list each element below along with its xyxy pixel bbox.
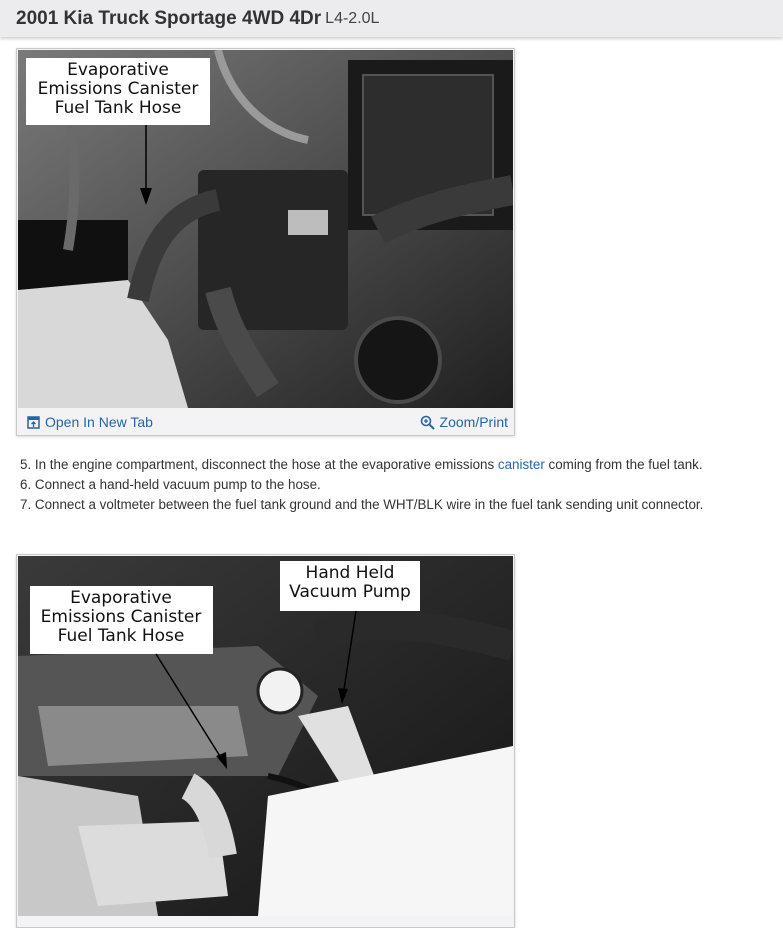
engine-label: L4-2.0L — [325, 9, 380, 27]
step-text: Connect a hand-held vacuum pump to the hose. — [34, 477, 321, 492]
callout-hose-line-1: Evaporative — [70, 588, 172, 608]
figure-toolbar — [17, 409, 514, 435]
open-new-tab-icon — [27, 416, 40, 429]
page-header — [0, 0, 783, 37]
open-in-new-tab-label: Open In New Tab — [45, 414, 153, 430]
callout-line-2: Emissions Canister — [37, 79, 199, 99]
step-7 — [20, 495, 770, 515]
open-in-new-tab-link[interactable] — [27, 414, 153, 430]
callout-pump-line-2: Vacuum Pump — [289, 582, 411, 602]
callout-line-1: Evaporative — [67, 60, 169, 80]
step-number: 5. — [20, 457, 32, 472]
step-5 — [20, 455, 770, 475]
engine-photo-2[interactable] — [18, 556, 513, 916]
zoom-magnifier-icon — [420, 415, 435, 430]
canister-link[interactable]: canister — [497, 457, 545, 472]
step-text: coming from the fuel tank. — [544, 457, 703, 472]
procedure-steps — [20, 455, 770, 515]
step-number: 7. — [20, 497, 32, 512]
figure-card-1 — [16, 48, 515, 436]
callout-line-3: Fuel Tank Hose — [54, 98, 182, 118]
callout-hose-line-3: Fuel Tank Hose — [57, 626, 185, 646]
callout-hose-line-2: Emissions Canister — [40, 607, 202, 627]
step-text: In the engine compartment, disconnect the hose at the evaporative emissions — [34, 457, 498, 472]
zoom-print-label: Zoom/Print — [439, 414, 508, 430]
page-title: 2001 Kia Truck Sportage 4WD 4Dr — [16, 7, 322, 29]
step-6 — [20, 475, 770, 495]
callout-pump-line-1: Hand Held — [305, 563, 395, 583]
step-number: 6. — [20, 477, 32, 492]
zoom-print-link[interactable] — [420, 414, 508, 430]
step-text: Connect a voltmeter between the fuel tank ground and the WHT/BLK wire in the fuel tank sending unit connector. — [34, 497, 704, 512]
figure-card-2 — [16, 554, 515, 928]
engine-photo-1[interactable] — [18, 50, 513, 408]
